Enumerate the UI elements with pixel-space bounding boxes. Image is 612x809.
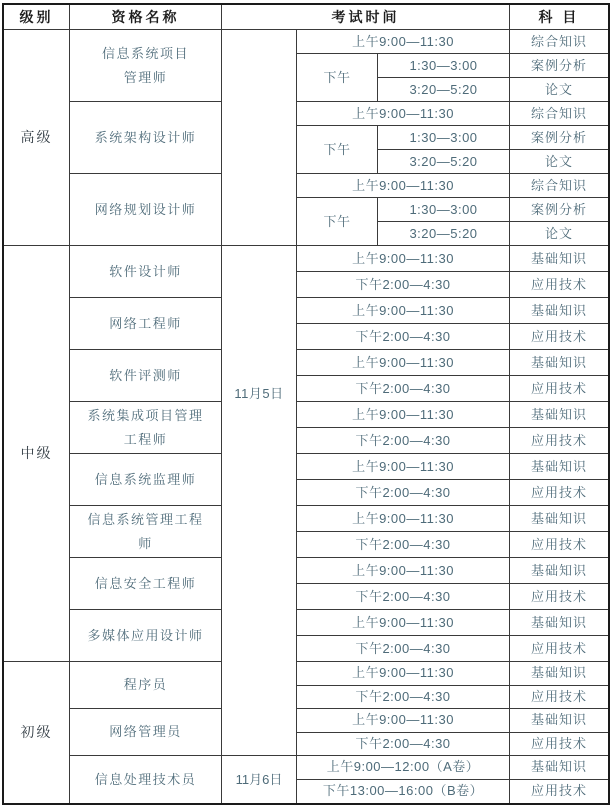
session-subject-cell: 案例分析 bbox=[510, 54, 608, 78]
session-subject-cell: 论文 bbox=[510, 78, 608, 102]
session-subject-cell: 基础知识 bbox=[510, 558, 608, 584]
session-subject-cell: 应用技术 bbox=[510, 324, 608, 350]
qualification-name-line: 多媒体应用设计师 bbox=[87, 627, 204, 643]
session-subject-cell: 基础知识 bbox=[510, 756, 608, 780]
qualification-name-line: 网络规划设计师 bbox=[94, 201, 197, 217]
qualification-name-line: 信息处理技术员 bbox=[94, 771, 197, 787]
session-time-cell: 下午2:00—4:30 bbox=[297, 584, 510, 610]
qualification-cell bbox=[70, 30, 222, 102]
qualification-cell bbox=[70, 610, 222, 662]
session-subject-cell: 基础知识 bbox=[510, 662, 608, 686]
session-time-cell: 1:30—3:00 bbox=[378, 54, 510, 78]
session-subject-cell: 基础知识 bbox=[510, 610, 608, 636]
qualification-name-line: 系统架构设计师 bbox=[94, 129, 197, 145]
date-label: 11月5日 bbox=[234, 386, 284, 401]
qualification-cell bbox=[70, 246, 222, 298]
session-time-cell: 上午9:00—12:00（A卷） bbox=[297, 756, 510, 780]
afternoon-label-cell: 下午 bbox=[297, 54, 378, 102]
session-time-cell: 1:30—3:00 bbox=[378, 198, 510, 222]
session-time-cell: 上午9:00—11:30 bbox=[297, 709, 510, 733]
session-time-cell: 下午2:00—4:30 bbox=[297, 733, 510, 757]
level-cell-intermediate: 中级 bbox=[4, 246, 70, 662]
session-subject-cell: 综合知识 bbox=[510, 102, 608, 126]
session-subject-cell: 论文 bbox=[510, 150, 608, 174]
session-time-cell: 下午2:00—4:30 bbox=[297, 532, 510, 558]
session-subject-cell: 基础知识 bbox=[510, 350, 608, 376]
qualification-cell bbox=[70, 102, 222, 174]
session-time-cell: 上午9:00—11:30 bbox=[297, 102, 510, 126]
session-time-cell: 下午2:00—4:30 bbox=[297, 686, 510, 710]
qualification-cell bbox=[70, 454, 222, 506]
header-cell-qualification: 资格名称 bbox=[70, 5, 222, 30]
session-subject-cell: 应用技术 bbox=[510, 584, 608, 610]
session-time-cell: 上午9:00—11:30 bbox=[297, 662, 510, 686]
session-subject-cell: 综合知识 bbox=[510, 30, 608, 54]
session-time-cell: 上午9:00—11:30 bbox=[297, 30, 510, 54]
qualification-name-line: 管理师 bbox=[123, 69, 168, 85]
qualification-cell bbox=[70, 558, 222, 610]
date-cell-nov6 bbox=[222, 756, 297, 803]
qualification-name-line: 软件评测师 bbox=[109, 367, 182, 383]
session-subject-cell: 案例分析 bbox=[510, 126, 608, 150]
qualification-name-line: 师 bbox=[138, 535, 153, 551]
qualification-name-line: 软件设计师 bbox=[109, 263, 182, 279]
session-time-cell: 上午9:00—11:30 bbox=[297, 298, 510, 324]
session-time-cell: 上午9:00—11:30 bbox=[297, 402, 510, 428]
level-cell-senior: 高级 bbox=[4, 30, 70, 246]
qualification-name-line: 信息安全工程师 bbox=[94, 575, 197, 591]
session-time-cell: 下午2:00—4:30 bbox=[297, 480, 510, 506]
header-cell-exam-time: 考试时间 bbox=[222, 5, 510, 30]
session-subject-cell: 应用技术 bbox=[510, 480, 608, 506]
session-subject-cell: 基础知识 bbox=[510, 709, 608, 733]
qualification-name-line: 信息系统管理工程 bbox=[87, 511, 204, 527]
session-subject-cell: 基础知识 bbox=[510, 506, 608, 532]
qualification-cell bbox=[70, 350, 222, 402]
qualification-cell bbox=[70, 709, 222, 756]
qualification-name-line: 信息系统监理师 bbox=[94, 471, 197, 487]
session-subject-cell: 应用技术 bbox=[510, 686, 608, 710]
session-time-cell: 下午13:00—16:00（B卷） bbox=[297, 780, 510, 804]
date-cell-nov5 bbox=[222, 246, 297, 756]
afternoon-label-cell: 下午 bbox=[297, 198, 378, 246]
exam-schedule-table bbox=[2, 3, 610, 805]
qualification-cell bbox=[70, 174, 222, 246]
session-subject-cell: 应用技术 bbox=[530, 783, 587, 799]
session-time-cell: 上午9:00—11:30 bbox=[297, 350, 510, 376]
qualification-name-line: 程序员 bbox=[123, 677, 168, 692]
session-time-cell: 上午9:00—11:30 bbox=[297, 558, 510, 584]
level-cell-junior: 初级 bbox=[4, 662, 70, 803]
session-subject-cell: 基础知识 bbox=[510, 454, 608, 480]
session-subject-cell: 论文 bbox=[510, 222, 608, 246]
session-subject-cell: 应用技术 bbox=[510, 376, 608, 402]
qualification-name-line: 系统集成项目管理 bbox=[87, 407, 204, 423]
session-time-cell: 上午9:00—11:30 bbox=[297, 246, 510, 272]
session-time-cell: 3:20—5:20 bbox=[378, 78, 510, 102]
qualification-cell bbox=[70, 506, 222, 558]
session-subject-cell: 应用技术 bbox=[510, 272, 608, 298]
session-subject-cell: 综合知识 bbox=[510, 174, 608, 198]
qualification-name-line: 工程师 bbox=[123, 431, 168, 447]
session-subject-cell: 案例分析 bbox=[510, 198, 608, 222]
date-cell-senior-empty bbox=[222, 30, 297, 246]
session-time-cell: 1:30—3:00 bbox=[378, 126, 510, 150]
session-subject-cell: 应用技术 bbox=[510, 733, 608, 757]
session-time-cell: 上午9:00—11:30 bbox=[297, 454, 510, 480]
date-label: 11月6日 bbox=[235, 771, 283, 787]
session-time-cell: 下午2:00—4:30 bbox=[297, 376, 510, 402]
qualification-cell bbox=[70, 662, 222, 709]
session-time-cell: 下午2:00—4:30 bbox=[297, 324, 510, 350]
session-time-cell: 下午2:00—4:30 bbox=[297, 428, 510, 454]
qualification-cell bbox=[70, 402, 222, 454]
qualification-name-line: 网络工程师 bbox=[109, 315, 182, 331]
qualification-name-line: 信息系统项目 bbox=[101, 45, 189, 61]
session-time-cell: 下午2:00—4:30 bbox=[297, 272, 510, 298]
session-subject-cell: 基础知识 bbox=[510, 298, 608, 324]
session-time-cell: 3:20—5:20 bbox=[378, 150, 510, 174]
afternoon-label-cell: 下午 bbox=[297, 126, 378, 174]
session-subject-cell: 基础知识 bbox=[510, 246, 608, 272]
header-cell-level: 级别 bbox=[4, 5, 70, 30]
qualification-name-line: 网络管理员 bbox=[109, 724, 182, 739]
qualification-cell bbox=[70, 756, 222, 803]
session-time-cell: 3:20—5:20 bbox=[378, 222, 510, 246]
session-time-cell: 上午9:00—11:30 bbox=[297, 610, 510, 636]
header-cell-subject: 科 目 bbox=[510, 5, 608, 30]
session-subject-cell: 应用技术 bbox=[510, 532, 608, 558]
session-subject-cell: 应用技术 bbox=[510, 636, 608, 662]
session-time-cell: 下午2:00—4:30 bbox=[297, 636, 510, 662]
session-time-cell: 上午9:00—11:30 bbox=[297, 174, 510, 198]
session-time-cell: 上午9:00—11:30 bbox=[297, 506, 510, 532]
qualification-cell bbox=[70, 298, 222, 350]
session-subject-cell: 基础知识 bbox=[510, 402, 608, 428]
session-subject-cell: 应用技术 bbox=[510, 428, 608, 454]
